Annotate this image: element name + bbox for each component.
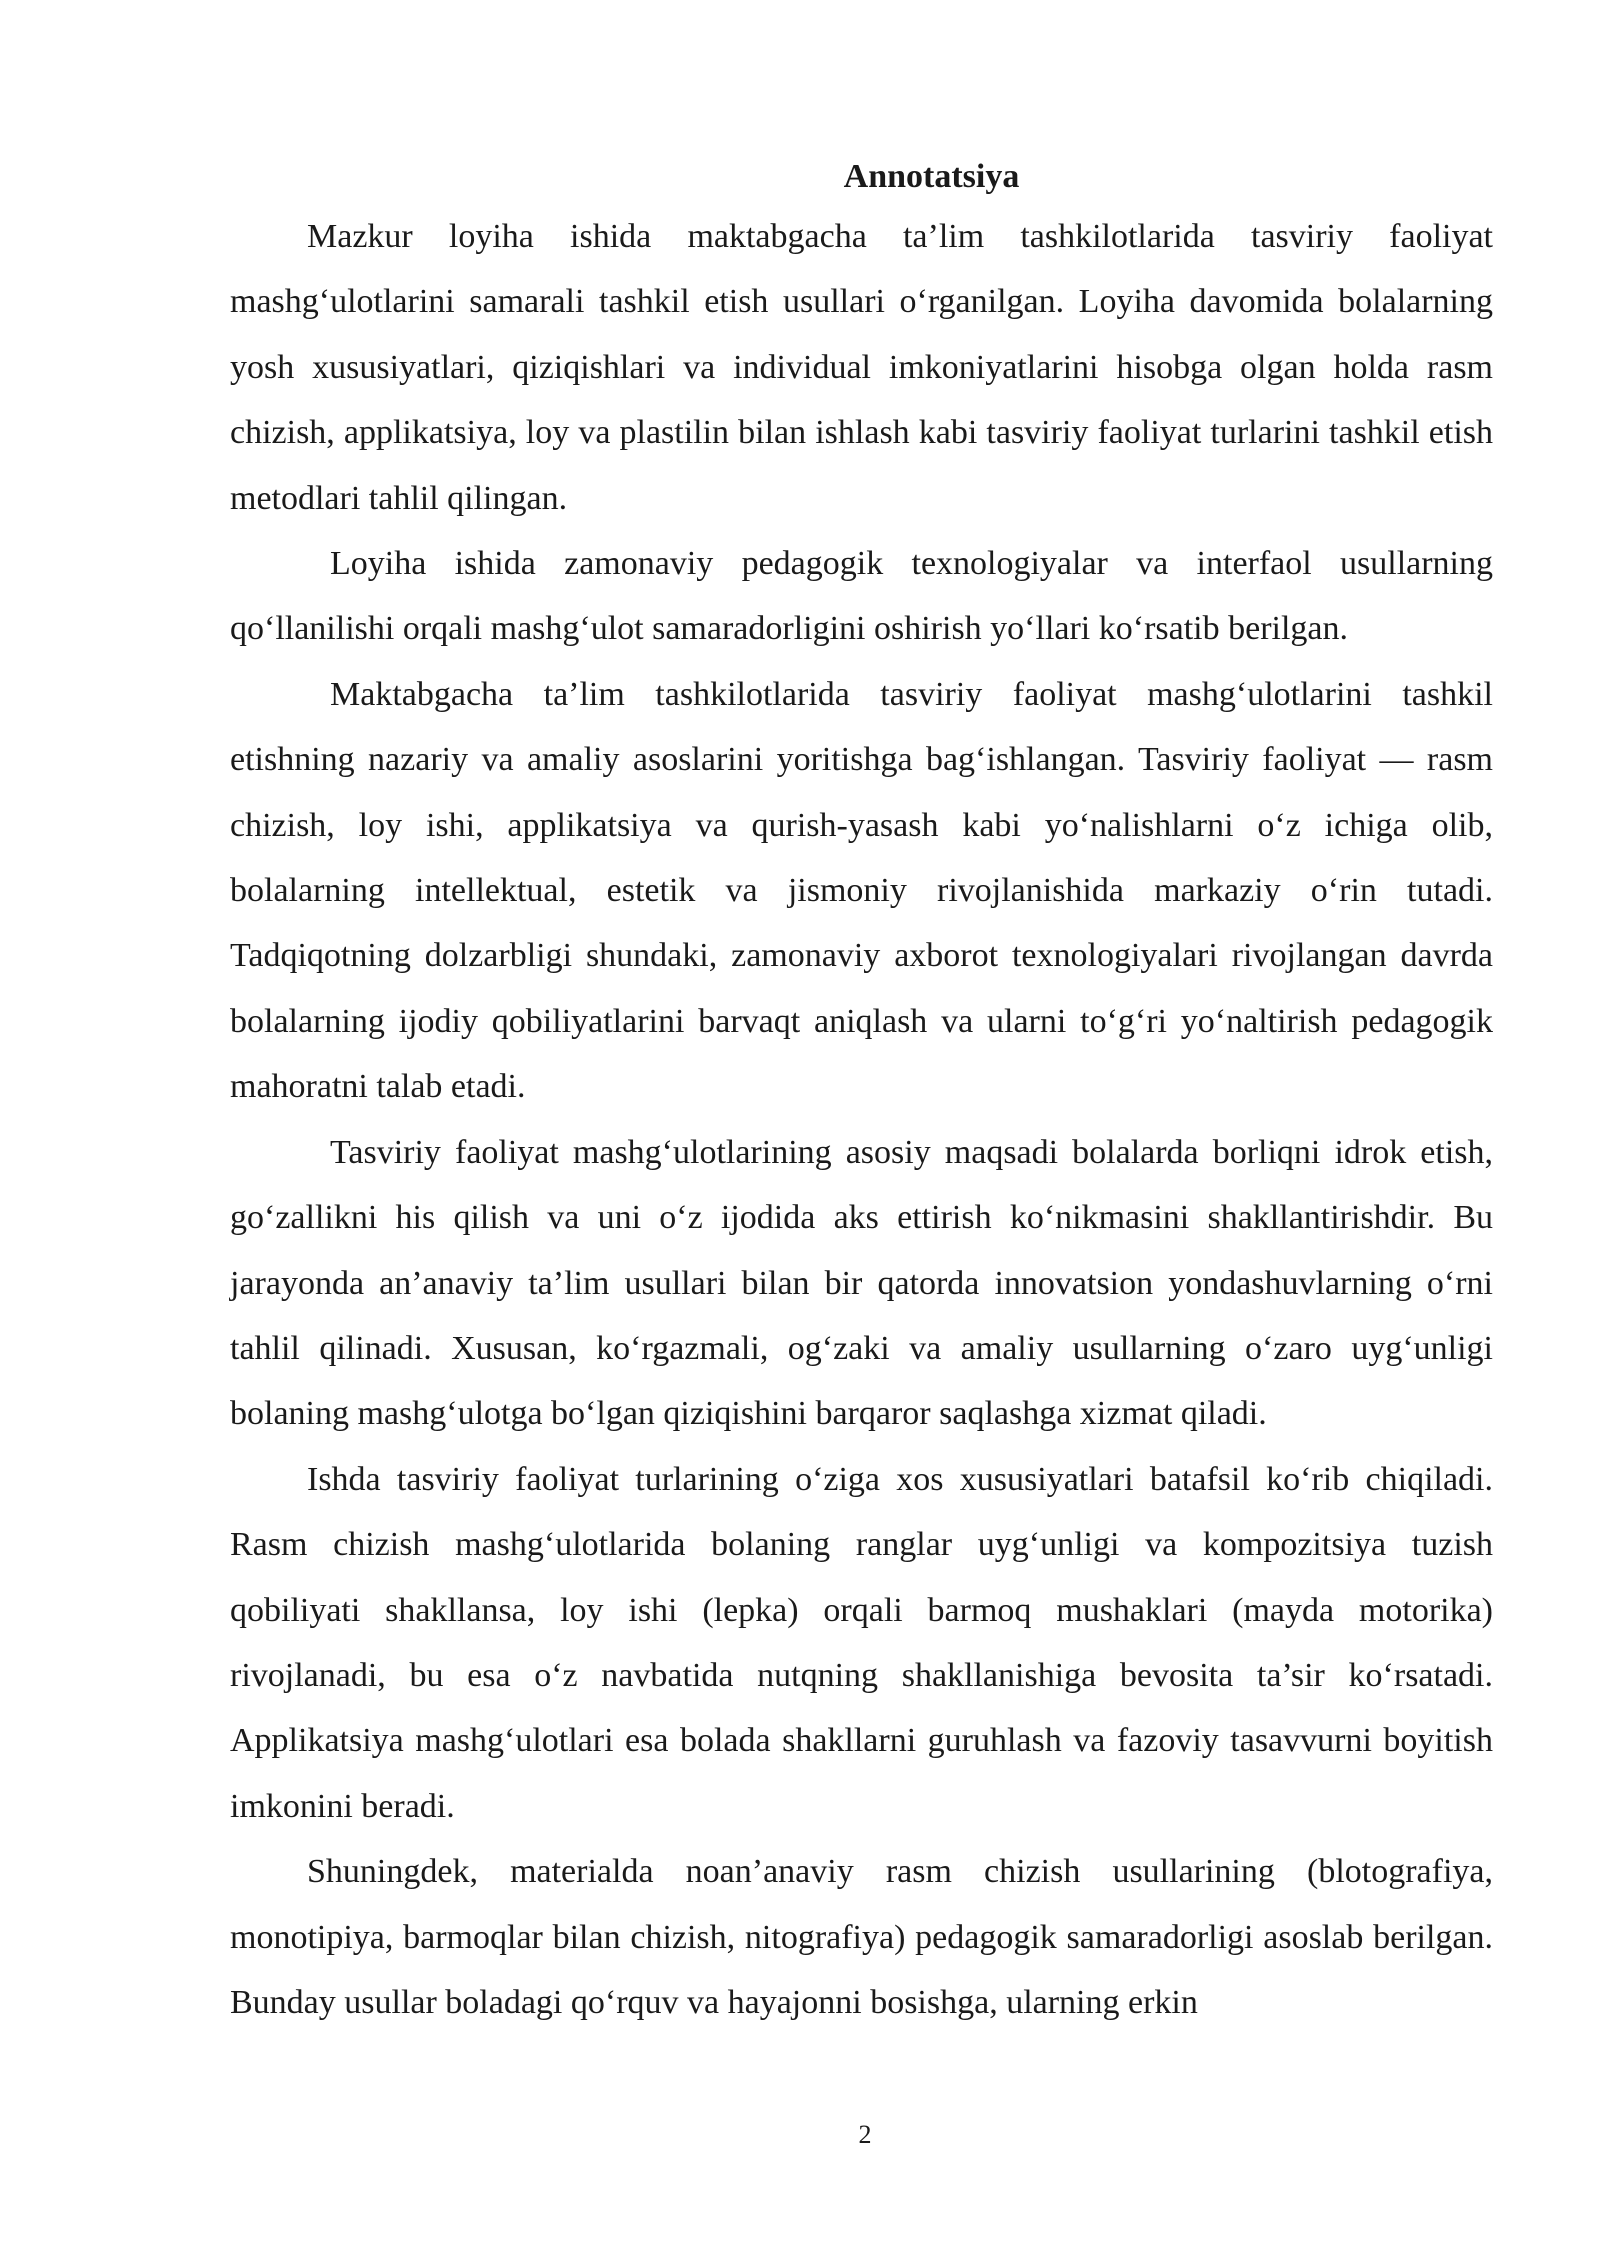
document-body (230, 150, 1493, 2035)
paragraph-4: Tasviriy faoliyat mashg‘ulotlarining asosiy maqsadi bolalarda borliqni idrok etish, go‘zallikni his qilish va uni o‘z ijodida aks ettirish ko‘nikmasini shakllantirishdir. Bu jarayonda an’anaviy ta’lim usullari bilan bir qatorda innovatsion yondashuvlarning o‘rni tahlil qilinadi. Xususan, ko‘rgazmali, og‘zaki va amaliy usullarning o‘zaro uyg‘unligi bolaning mashg‘ulotga bo‘lgan qiziqishini barqaror saqlashga xizmat qiladi. (230, 1133, 1493, 1433)
paragraph-1: Mazkur loyiha ishida maktabgacha ta’lim tashkilotlarida tasviriy faoliyat mashg‘ulotlarini samarali tashkil etish usullari o‘rganilgan. Loyiha davomida bolalarning yosh xususiyatlari, qiziqishlari va individual imkoniyatlarini hisobga olgan holda rasm chizish, applikatsiya, loy va plastilin bilan ishlash kabi tasviriy faoliyat turlarini tashkil etish metodlari tahlil qilingan. (230, 218, 1493, 517)
paragraph-2: Loyiha ishida zamonaviy pedagogik texnologiyalar va interfaol usullarning qo‘llanilishi orqali mashg‘ulot samaradorligini oshirish yo‘llari ko‘rsatib berilgan. (230, 545, 1493, 648)
paragraph-6: Shuningdek, materialda noan’anaviy rasm chizish usullarining (blotografiya, monotipiya, barmoqlar bilan chizish, nitografiya) pedagogik samaradorligi asoslab berilgan. Bunday usullar boladagi qo‘rquv va hayajonni bosishga, ularning erkin (230, 1853, 1493, 2021)
document-title: Annotatsiya (843, 158, 1020, 195)
paragraph-5: Ishda tasviriy faoliyat turlarining o‘ziga xos xususiyatlari batafsil ko‘rib chiqiladi. Rasm chizish mashg‘ulotlarida bolaning ranglar uyg‘unligi va kompozitsiya tuzish qobiliyati shakllansa, loy ishi (lepka) orqali barmoq mushaklari (mayda motorika) rivojlanadi, bu esa o‘z navbatida nutqning shakllanishiga bevosita ta’sir ko‘rsatadi. Applikatsiya mashg‘ulotlari esa bolada shakllarni guruhlash va fazoviy tasavvurni boyitish imkonini beradi. (230, 1460, 1493, 1825)
page-number: 2 (858, 2120, 872, 2149)
paragraph-3: Maktabgacha ta’lim tashkilotlarida tasviriy faoliyat mashg‘ulotlarini tashkil etishning nazariy va amaliy asoslarini yoritishga bag‘ishlangan. Tasviriy faoliyat — rasm chizish, loy ishi, applikatsiya va qurish-yasash kabi yo‘nalishlarni o‘z ichiga olib, bolalarning intellektual, estetik va jismoniy rivojlanishida markaziy o‘rin tutadi. Tadqiqotning dolzarbligi shundaki, zamonaviy axborot texnologiyalari rivojlangan davrda bolalarning ijodiy qobiliyatlarini barvaqt aniqlash va ularni to‘g‘ri yo‘naltirish pedagogik mahoratni talab etadi. (230, 675, 1493, 1106)
